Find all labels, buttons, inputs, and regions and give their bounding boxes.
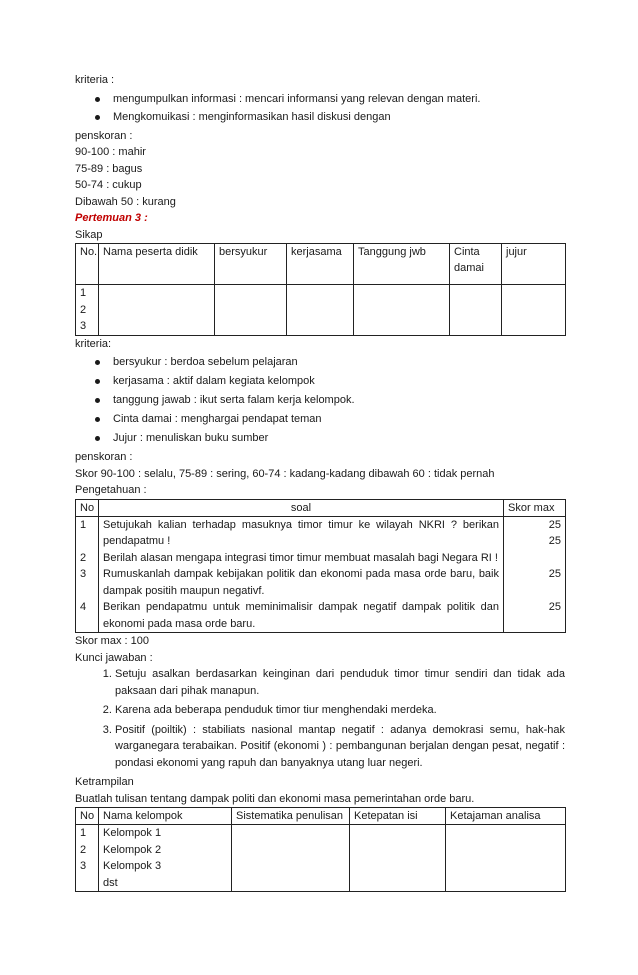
table-header-cell: No [76,499,99,516]
table-header-row [76,808,566,825]
penskoran-title: penskoran : [75,451,133,463]
question-text: Berilah alasan mengapa integrasi timor timur membuat masalah bagi Negara RI ! [103,551,498,564]
kriteria-title: kriteria : [75,74,115,86]
table-header-cell: Tanggung jwb [354,244,450,285]
question-text: Berikan pendapatmu untuk meminimalisir dampak negatif dampak politik dan ekonomi pada masa orde baru. [103,601,499,630]
table-cell [354,285,450,336]
row-number: 1 [80,827,87,839]
keterampilan-table [75,807,566,892]
table-row [76,285,566,336]
document-page [75,72,565,892]
kriteria-list [75,354,565,447]
table-header-cell: Nama kelompok [99,808,232,825]
keterampilan-instruction: Buatlah tulisan tentang dampak politi dan ekonomi masa pemerintahan orde baru. [75,792,475,805]
table-header-cell: Ketepatan isi [350,808,446,825]
list-item: Jujur : menuliskan buku sumber [75,430,565,447]
list-item: tanggung jawab : ikut serta falam kerja kelompok. [75,392,565,409]
table-cell-scores [504,516,566,633]
list-item: kerjasama : aktif dalam kegiata kelompok [75,373,565,390]
penskoran-line: 90-100 : mahir [75,146,146,158]
kunci-list [75,666,565,771]
table-cell-no [76,516,99,633]
penskoran-line: Skor 90-100 : selalu, 75-89 : sering, 60-74 : kadang-kadang dibawah 60 : tidak pernah [75,467,495,480]
table-header-row [76,244,566,285]
table-cell [502,285,566,336]
table-cell [232,825,350,892]
table-cell [215,285,287,336]
table-header-cell: Cinta damai [450,244,502,285]
table-header-cell: Skor max [504,499,566,516]
question-number: 4 [80,600,87,613]
penskoran-line: 75-89 : bagus [75,162,143,175]
table-cell [99,285,215,336]
penskoran-line: 50-74 : cukup [75,179,142,191]
pengetahuan-title: Pengetahuan : [75,484,147,496]
sikap-table [75,243,566,336]
group-name: Kelompok 1 [103,827,162,839]
table-cell-no [76,285,99,336]
table-cell [446,825,566,892]
list-item: Mengkomuikasi : menginformasikan hasil diskusi dengan [75,109,565,126]
table-header-cell: Ketajaman analisa [446,808,566,825]
table-row [76,516,566,633]
table-cell [450,285,502,336]
section-heading-pertemuan: Pertemuan 3 : [75,212,148,224]
kriteria-title: kriteria: [75,337,112,350]
question-text: Setujukah kalian terhadap masuknya timor timur ke wilayah NKRI ? berikan pendapatmu ! [103,518,499,547]
question-number: 3 [80,567,87,580]
table-cell-questions [99,516,504,633]
row-number: 3 [80,860,87,872]
table-cell-groups [99,825,232,892]
question-score: 25 [548,601,561,613]
penskoran-line: Dibawah 50 : kurang [75,195,176,208]
list-item: 2. Karena ada beberapa penduduk timor tiur menghendaki merdeka. [115,702,565,719]
question-number: 1 [80,518,87,531]
group-name: dst [103,876,118,889]
table-header-cell: soal [99,499,504,516]
table-header-cell: kerjasama [287,244,354,285]
table-header-cell: jujur [502,244,566,285]
sikap-title: Sikap [75,228,103,241]
list-item: Cinta damai : menghargai pendapat teman [75,411,565,428]
table-header-row [76,499,566,516]
question-number: 2 [80,551,87,564]
table-header-cell: No [76,808,99,825]
row-number: 2 [80,303,87,316]
table-header-cell: Nama peserta didik [99,244,215,285]
table-row [76,825,566,892]
list-item: 1. Setuju asalkan berdasarkan keinginan dari penduduk timor timur sendiri dan tidak ada paksaan dari pihak manapun. [115,666,565,699]
table-cell-no [76,825,99,892]
list-item: mengumpulkan informasi : mencari informansi yang relevan dengan materi. [75,91,565,108]
question-text: Rumuskanlah dampak kebijakan politik dan ekonomi pada masa orde baru, baik dampak positih maupun negativf. [103,568,499,597]
list-item: bersyukur : berdoa sebelum pelajaran [75,354,565,371]
table-cell [350,825,446,892]
list-item: 3. Positif (poiltik) : stabiliats nasional mantap negatif : adanya demokrasi semu, hak-hak warganegara terabaikan. Positif (ekonomi ) : pembangunan berjalan dengan pesat, negatif : pondasi ekonomi yang rapuh dan banyaknya utang luar negeri. [115,722,565,772]
question-score: 25 [548,535,561,547]
penskoran-title: penskoran : [75,129,133,142]
row-number: 1 [80,287,87,299]
table-cell [287,285,354,336]
group-name: Kelompok 2 [103,843,162,856]
row-number: 3 [80,320,87,332]
keterampilan-title: Ketrampilan [75,776,134,788]
table-header-cell: Sistematika penulisan [232,808,350,825]
row-number: 2 [80,843,87,856]
kunci-title: Kunci jawaban : [75,651,153,664]
kriteria-list [75,91,565,126]
question-score: 25 [548,518,561,531]
pengetahuan-table [75,499,566,634]
group-name: Kelompok 3 [103,860,162,872]
table-header-cell: bersyukur [215,244,287,285]
question-score: 25 [548,568,561,580]
skor-max: Skor max : 100 [75,635,149,647]
table-header-cell: No. [76,244,99,285]
